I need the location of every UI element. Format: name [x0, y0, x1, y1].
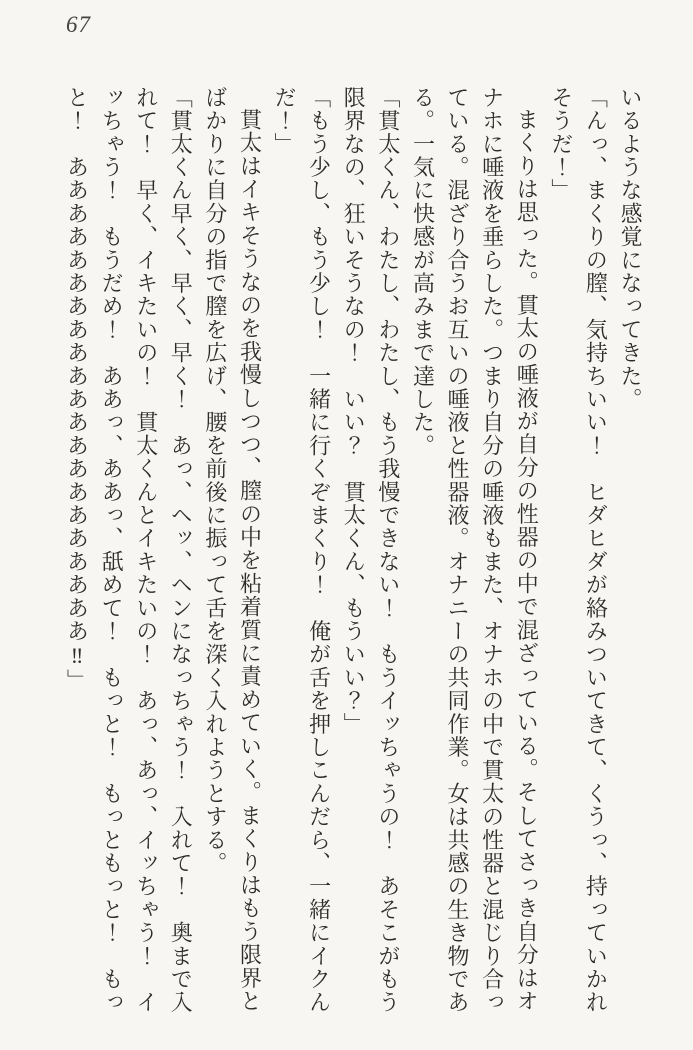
narration-paragraph: 貫太はイキそうなのを我慢しつつ、膣の中を粘着質に責めていく。まくりはもう限界とばかりに自分の指で膣を広げ、腰を前後に振って舌を深く入れようとする。 [202, 86, 263, 1013]
dialogue-paragraph: 「もう少し、もう少し！ 一緒に行くぞまくり！ 俺が舌を押しこんだら、一緒にイクんだ！」 [272, 86, 332, 1014]
narration-paragraph: まくりは思った。貫太の唾液が自分の性器の中で混ざっている。そしてさっき自分はオナホに唾液を垂らした。つまり自分の唾液もまた、オナホの中で貫太の性器と混じり合っている。混ざり合うお互いの唾液と性器液。オナニーの共同作業。女は共感の生き物である。一気に快感が高みまで達した。 [410, 86, 540, 1014]
text-block [59, 86, 647, 1026]
dialogue-paragraph: 「んっ、まくりの膣、気持ちいい！ ヒダヒダが絡みついてきて、くうっ、持っていかれそうだ！」 [548, 86, 609, 1014]
page-number: 67 [66, 12, 91, 37]
narration-paragraph: いるような感覚になってきた。 [618, 86, 643, 411]
dialogue-paragraph: 「貫太くん、わたし、わたし、もう我慢できない！ もうイッちゃうの！ あそこがもう限界なの、狂いそうなの！ いい？ 貫太くん、もういい？」 [341, 86, 401, 1014]
dialogue-paragraph: 「貫太くん早く、早く、早く！ あっ、ヘッ、ヘンになっちゃう！ 入れて！ 奥まで入れて！ 早く、イキたいの！ 貫太くんとイキたいの！ あっ、あっ、イッちゃう！ イッちゃう！ もうだめ！ ああっ、ああっ、舐めて！ もっと！ もっともっと！ もっと！ あああああああああああああああああああああ‼」 [64, 86, 194, 1014]
